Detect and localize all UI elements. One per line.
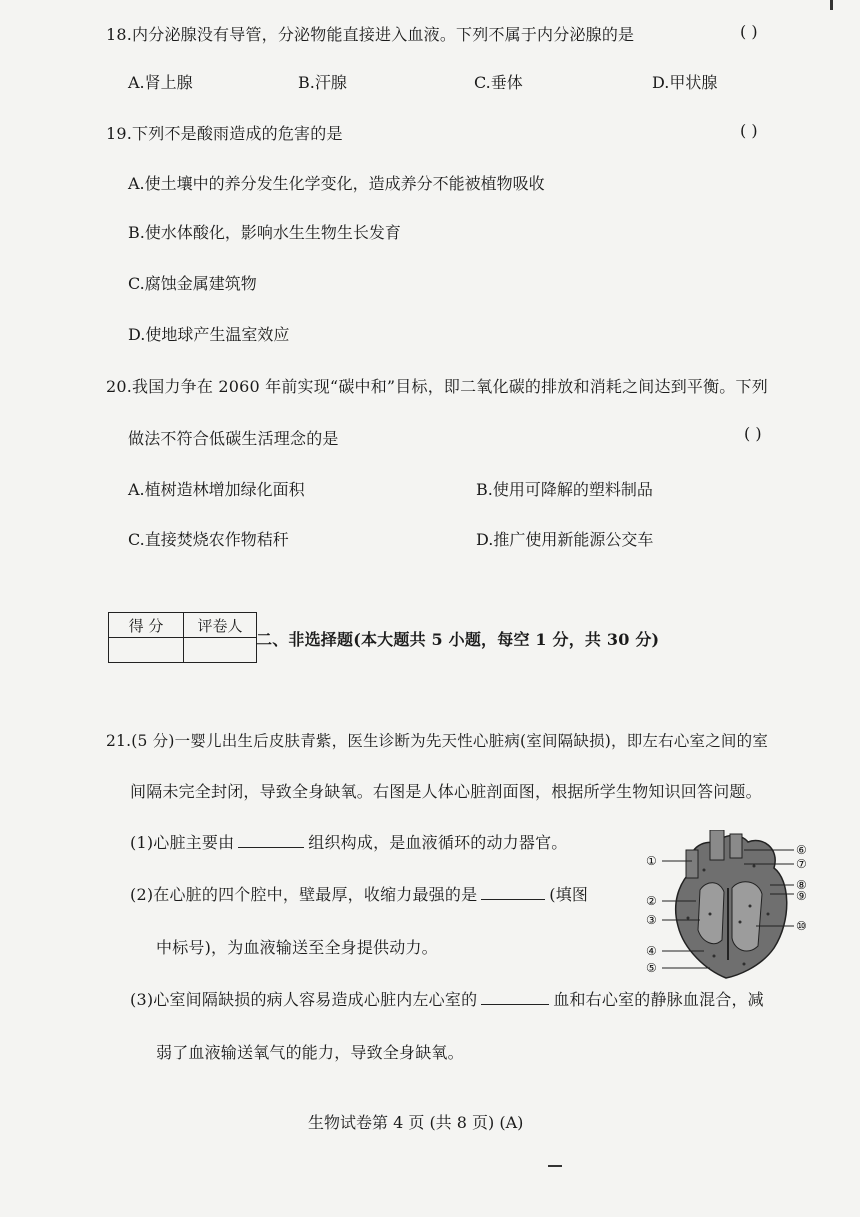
q20-option-c: C.直接焚烧农作物秸秆: [128, 530, 289, 549]
q19-option-c: C.腐蚀金属建筑物: [128, 274, 257, 293]
heart-label-9: ⑨: [796, 889, 807, 903]
q21-stem-line1: 21.(5 分)一婴儿出生后皮肤青紫，医生诊断为先天性心脏病(室间隔缺损)，即左右心室之间的室: [106, 732, 769, 750]
q18-option-b: B.汗腺: [298, 73, 347, 92]
q19-option-a: A.使土壤中的养分发生化学变化，造成养分不能被植物吸收: [128, 174, 545, 193]
q21-stem-line2: 间隔未完全封闭，导致全身缺氧。右图是人体心脏剖面图，根据所学生物知识回答问题。: [130, 782, 762, 801]
q21-part1-text-after: 组织构成，是血液循环的动力器官。: [308, 833, 568, 852]
grader-cell[interactable]: [184, 638, 257, 663]
heart-label-3: ③: [646, 913, 657, 927]
heart-label-4: ④: [646, 944, 657, 958]
heart-label-10: ⑩: [796, 919, 807, 933]
q20-option-b: B.使用可降解的塑料制品: [476, 480, 653, 499]
q18-stem: 18.内分泌腺没有导管，分泌物能直接进入血液。下列不属于内分泌腺的是: [106, 25, 635, 44]
q21-part3-blank[interactable]: [481, 990, 549, 1005]
heart-label-1: ①: [646, 854, 657, 868]
aorta-vessel: [710, 830, 724, 860]
section2-title: 二、非选择题(本大题共 5 小题，每空 1 分，共 30 分): [256, 630, 660, 649]
q20-answer-bracket: ( ): [744, 424, 762, 443]
q21-part2-text-before: (2)在心脏的四个腔中，壁最厚，收缩力最强的是: [130, 885, 478, 904]
q21-part1-blank[interactable]: [238, 833, 304, 848]
q19-answer-bracket: ( ): [740, 121, 758, 140]
q19-option-b: B.使水体酸化，影响水生生物生长发育: [128, 223, 401, 242]
score-cell[interactable]: [109, 638, 184, 663]
q18-option-c: C.垂体: [474, 73, 523, 92]
q20-option-a: A.植树造林增加绿化面积: [128, 480, 305, 499]
q21-part2-line2: 中标号)，为血液输送至全身提供动力。: [156, 938, 438, 957]
q21-part1: [130, 830, 567, 853]
q21-part3-text-after: 血和右心室的静脉血混合，减: [553, 990, 764, 1009]
q20-stem-line2: 做法不符合低碳生活理念的是: [128, 429, 339, 448]
left-chamber: [732, 882, 762, 951]
q18-option-d: D.甲状腺: [652, 73, 718, 92]
page-footer: 生物试卷第 4 页 (共 8 页) (A): [308, 1113, 524, 1132]
heart-label-2: ②: [646, 894, 657, 908]
q20-stem-line1: 20.我国力争在 2060 年前实现“碳中和”目标，即二氧化碳的排放和消耗之间达到平衡。下列: [106, 377, 768, 396]
heart-label-5: ⑤: [646, 961, 657, 975]
q21-part3-text-before: (3)心室间隔缺损的病人容易造成心脏内左心室的: [130, 990, 478, 1009]
grader-header: 评卷人: [184, 613, 257, 638]
q21-part2-blank[interactable]: [481, 885, 545, 900]
vena-cava-vessel: [686, 850, 698, 878]
q21-part3: [130, 987, 764, 1010]
q21-part1-text-before: (1)心脏主要由: [130, 833, 235, 852]
score-header: 得 分: [109, 613, 184, 638]
q18-answer-bracket: ( ): [740, 22, 758, 41]
q21-part3-line2: 弱了血液输送氧气的能力，导致全身缺氧。: [156, 1043, 464, 1062]
scan-mark-bottom: [548, 1165, 562, 1167]
heart-label-6: ⑥: [796, 843, 807, 857]
q18-option-a: A.肾上腺: [128, 73, 193, 92]
q21-part2: [130, 882, 588, 905]
heart-label-7: ⑦: [796, 857, 807, 871]
q20-option-d: D.推广使用新能源公交车: [476, 530, 654, 549]
heart-label-8: ⑧: [796, 878, 807, 892]
score-table: [108, 612, 257, 663]
q19-stem: 19.下列不是酸雨造成的危害的是: [106, 124, 343, 143]
scan-mark: [830, 0, 833, 10]
heart-diagram: [644, 830, 814, 980]
q19-option-d: D.使地球产生温室效应: [128, 325, 290, 344]
q21-part2-text-after: (填图: [549, 885, 589, 904]
pulmonary-vessel: [730, 834, 742, 858]
